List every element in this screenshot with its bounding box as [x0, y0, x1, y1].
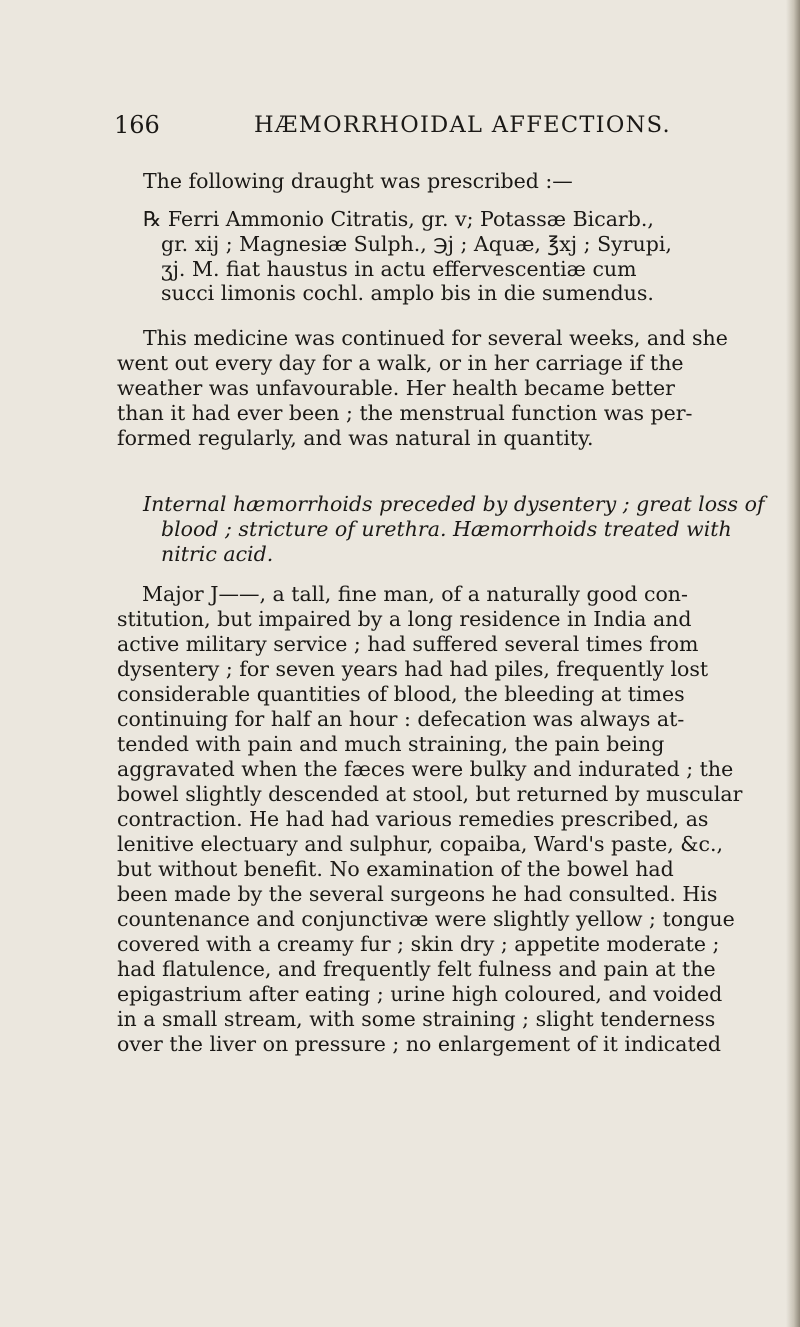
paragraph-line: in a small stream, with some straining ; slight tenderness [117, 1007, 716, 1031]
paragraph-line: stitution, but impaired by a long residence in India and [117, 607, 692, 631]
paragraph-line: epigastrium after eating ; urine high coloured, and voided [117, 982, 723, 1006]
paragraph-line: aggravated when the fæces were bulky and indurated ; the [117, 757, 734, 781]
paragraph-line: formed regularly, and was natural in quantity. [117, 426, 594, 450]
prescription-line: ℞ Ferri Ammonio Citratis, gr. v; Potassæ Bicarb., [143, 207, 654, 231]
running-head: HÆMORRHOIDAL AFFECTIONS. [254, 112, 671, 138]
paragraph-line: over the liver on pressure ; no enlargement of it indicated [117, 1032, 721, 1056]
paragraph-line: This medicine was continued for several weeks, and she [143, 326, 728, 350]
case-heading-line: nitric acid. [161, 542, 274, 566]
prescription-line: gr. xij ; Magnesiæ Sulph., ℈j ; Aquæ, ℥xj ; Syrupi, [161, 232, 672, 256]
page-number: 166 [114, 111, 160, 139]
paragraph-line: covered with a creamy fur ; skin dry ; appetite moderate ; [117, 932, 720, 956]
paragraph-line: contraction. He had had various remedies prescribed, as [117, 807, 709, 831]
paragraph-line: Major J——, a tall, fine man, of a naturally good con- [142, 582, 688, 606]
paragraph-line: had flatulence, and frequently felt fulness and pain at the [117, 957, 716, 981]
paragraph-line: countenance and conjunctivæ were slightly yellow ; tongue [117, 907, 735, 931]
page-header [114, 110, 684, 140]
paragraph-line: considerable quantities of blood, the bleeding at times [117, 682, 685, 706]
paragraph-line: weather was unfavourable. Her health became better [117, 376, 675, 400]
intro-line: The following draught was prescribed :— [143, 169, 573, 193]
paragraph-line: been made by the several surgeons he had consulted. His [117, 882, 718, 906]
paragraph-line: bowel slightly descended at stool, but returned by muscular [117, 782, 743, 806]
paragraph-line: than it had ever been ; the menstrual function was per- [117, 401, 693, 425]
page-edge-shadow [786, 0, 800, 1327]
paragraph-line: active military service ; had suffered several times from [117, 632, 699, 656]
case-heading-line: blood ; stricture of urethra. Hæmorrhoids treated with [161, 517, 732, 541]
paragraph-line: dysentery ; for seven years had had piles, frequently lost [117, 657, 709, 681]
paragraph-line: tended with pain and much straining, the pain being [117, 732, 665, 756]
prescription-line: ʒj. M. fiat haustus in actu effervescentiæ cum [161, 257, 637, 281]
prescription-line: succi limonis cochl. amplo bis in die sumendus. [161, 281, 654, 305]
paragraph-line: lenitive electuary and sulphur, copaiba, Ward's paste, &c., [117, 832, 724, 856]
paragraph-line: continuing for half an hour : defecation was always at- [117, 707, 685, 731]
case-heading-line: Internal hæmorrhoids preceded by dysentery ; great loss of [143, 492, 765, 516]
paragraph-line: went out every day for a walk, or in her carriage if the [117, 351, 684, 375]
paragraph-line: but without benefit. No examination of the bowel had [117, 857, 674, 881]
